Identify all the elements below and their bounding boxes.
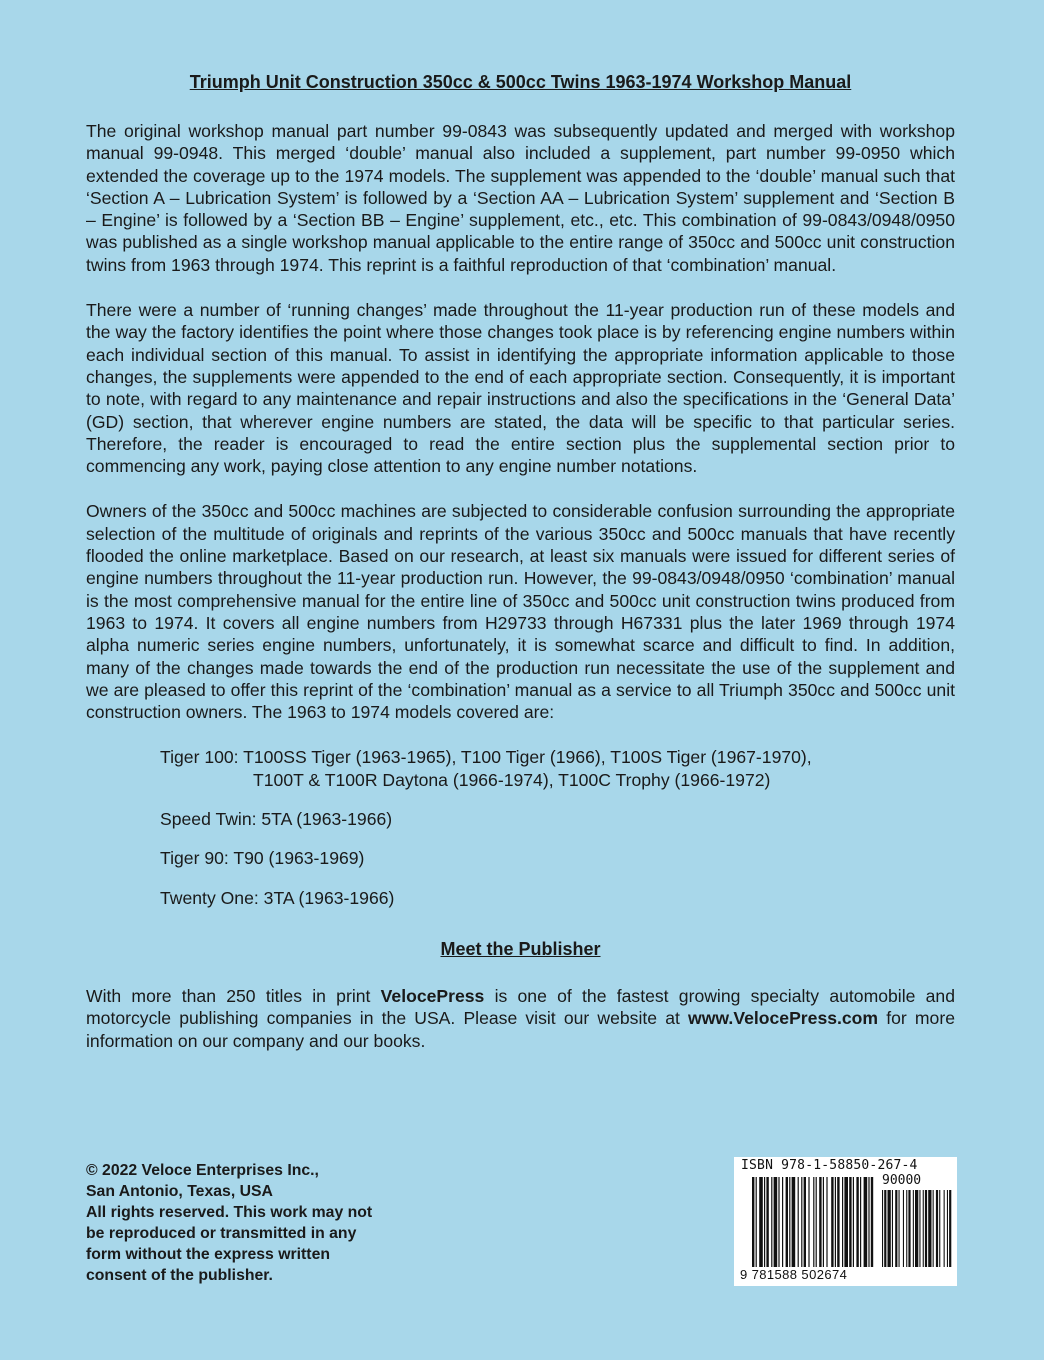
addon-barcode-bar	[895, 1190, 897, 1267]
addon-barcode-bar	[908, 1190, 910, 1267]
page-title: Triumph Unit Construction 350cc & 500cc Twins 1963-1974 Workshop Manual	[189, 72, 852, 92]
copyright-line-1: © 2022 Veloce Enterprises Inc.,	[86, 1162, 319, 1179]
copyright-line-2: San Antonio, Texas, USA	[86, 1183, 273, 1200]
barcode-bar	[798, 1177, 799, 1267]
copyright-line-6: consent of the publisher.	[86, 1267, 273, 1284]
barcode-bar	[835, 1177, 836, 1267]
addon-barcode-bar	[903, 1190, 904, 1267]
barcode-bar	[771, 1177, 772, 1267]
barcode-bar	[816, 1177, 817, 1267]
barcode-bar	[813, 1177, 814, 1267]
models-list	[160, 746, 955, 908]
barcode-bar	[752, 1177, 754, 1267]
addon-barcode-bar	[884, 1190, 886, 1267]
barcode-bar	[801, 1177, 802, 1267]
addon-barcode-bar	[944, 1190, 945, 1267]
barcode-bar	[823, 1177, 824, 1267]
barcode-number: 9 781588 502674	[740, 1267, 848, 1282]
addon-barcode-bar	[928, 1190, 931, 1267]
model-tiger-100-line-1: Tiger 100: T100SS Tiger (1963-1965), T100 Tiger (1966), T100S Tiger (1967-1970),	[160, 747, 812, 768]
barcode-bar	[868, 1177, 869, 1267]
barcode-bar	[860, 1177, 861, 1267]
addon-barcode-bar	[923, 1190, 924, 1267]
publisher-heading: Meet the Publisher	[440, 938, 601, 959]
addon-barcode-bar	[892, 1190, 893, 1267]
paragraph-running-changes: There were a number of ‘running changes’ made throughout the 11-year production run of these models and the way the factory identifies the point where those changes took place is by referencing engine numbers within each individual section of this manual. To assist in identifying the appropriate information applicable to those changes, the supplements were appended to the end of each appropriate section. Consequently, it is important to note, with regard to any maintenance and repair instructions and also the specifications in the ‘General Data’ (GD) section, that wherever engine numbers are stated, the data will be specific to that particular series. Therefore, the reader is encouraged to read the entire section plus the supplemental section prior to commencing any work, paying close attention to any engine number notations.	[86, 300, 955, 477]
barcode-bar	[766, 1177, 768, 1267]
addon-barcode-bar	[925, 1190, 927, 1267]
copyright-line-4: be reproduced or transmitted in any	[86, 1225, 357, 1242]
publisher-text-after: for more information on our company and our books.	[86, 1008, 955, 1051]
addon-barcode-bar	[882, 1190, 883, 1267]
barcode-bar	[778, 1177, 779, 1267]
barcode-bar	[826, 1177, 827, 1267]
addon-barcode-bar	[939, 1190, 940, 1267]
barcode-bar	[837, 1177, 839, 1267]
publisher-paragraph	[86, 985, 955, 1052]
barcode-bar	[808, 1177, 809, 1267]
copyright-notice	[86, 1160, 416, 1286]
addon-barcode-bar	[906, 1190, 907, 1267]
addon-barcode-bar	[899, 1190, 900, 1267]
barcode-bar	[786, 1177, 788, 1267]
barcode-bar	[856, 1177, 858, 1267]
barcode-bar	[844, 1177, 848, 1267]
model-tiger-100	[160, 746, 955, 791]
isbn-label: ISBN 978-1-58850-267-4	[741, 1158, 918, 1173]
barcode-bar	[853, 1177, 854, 1267]
model-twenty-one: Twenty One: 3TA (1963-1966)	[160, 887, 395, 908]
barcode-bar	[864, 1177, 868, 1267]
publisher-text-middle: is one of the fastest growing specialty automobile and motorcycle publishing companies in the USA. Please visit our website at	[86, 985, 955, 1029]
addon-barcode-bar	[915, 1190, 918, 1267]
barcode-bar	[756, 1177, 757, 1267]
copyright-line-3: All rights reserved. This work may not	[86, 1204, 373, 1221]
barcode-bar	[842, 1177, 843, 1267]
addon-barcode-bar	[888, 1190, 891, 1267]
barcode-bar	[764, 1177, 765, 1267]
addon-barcode-bar	[947, 1190, 948, 1267]
barcode-bar	[819, 1177, 821, 1267]
barcode-bar	[774, 1177, 778, 1267]
paragraph-owners-confusion: Owners of the 350cc and 500cc machines are subjected to considerable confusion surrounding the appropriate selection of the multitude of originals and reprints of the various 350cc and 500cc manuals that have recently flooded the online marketplace. Based on our research, at least six manuals were issued for different series of engine numbers throughout the 11-year production run. However, the 99-0843/0948/0950 ‘combination’ manual is the most comprehensive manual for the entire line of 350cc and 500cc unit construction twins produced from 1963 to 1974. It covers all engine numbers from H29733 through H67331 plus the later 1969 through 1974 alpha numeric series engine numbers, unfortunately, it is somewhat scarce and difficult to find. In addition, many of the changes made towards the end of the production run necessitate the use of the supplement and we are pleased to offer this reprint of the ‘combination’ manual as a service to all Triumph 350cc and 500cc unit construction owners. The 1963 to 1974 models covered are:	[86, 501, 955, 723]
addon-barcode-bar	[919, 1190, 920, 1267]
barcode-bar	[792, 1177, 796, 1267]
publisher-text-before: With more than 250 titles in print	[86, 985, 381, 1006]
barcode-bar	[871, 1177, 873, 1267]
copyright-line-5: form without the express written	[86, 1246, 331, 1263]
barcode-bar	[804, 1177, 806, 1267]
publisher-website: www.VelocePress.com	[688, 1008, 879, 1029]
addon-barcode-bar	[933, 1190, 934, 1267]
page-content	[86, 70, 955, 1075]
barcode-bar	[831, 1177, 833, 1267]
model-tiger-100-line-2: T100T & T100R Daytona (1966-1974), T100C Trophy (1966-1972)	[253, 769, 771, 790]
barcode-bar	[759, 1177, 763, 1267]
addon-barcode-bar	[913, 1190, 914, 1267]
addon-barcode-bar	[949, 1190, 951, 1267]
addon-barcode-bar	[936, 1190, 938, 1267]
paragraph-manual-history: The original workshop manual part number 99-0843 was subsequently updated and merged with workshop manual 99-0948. This merged ‘double’ manual also included a supplement, part number 99-0950 which extended the coverage up to the 1974 models. The supplement was appended to the ‘double’ manual such that ‘Section A – Lubrication System’ is followed by a ‘Section AA – Lubrication System’ supplement and ‘Section B – Engine’ is followed by a ‘Section BB – Engine’ supplement, etc., etc. This combination of 99-0843/0948/0950 was published as a single workshop manual applicable to the entire range of 350cc and 500cc unit construction twins from 1963 through 1974. This reprint is a faithful reproduction of that ‘combination’ manual.	[86, 121, 955, 275]
model-speed-twin: Speed Twin: 5TA (1963-1966)	[160, 809, 393, 830]
model-tiger-90: Tiger 90: T90 (1963-1969)	[160, 848, 365, 869]
publisher-brand: VelocePress	[380, 985, 485, 1006]
barcode-bar	[782, 1177, 783, 1267]
barcode-bar	[789, 1177, 790, 1267]
price-code: 90000	[882, 1173, 922, 1188]
isbn-barcode	[734, 1157, 957, 1286]
barcode-bar	[849, 1177, 851, 1267]
